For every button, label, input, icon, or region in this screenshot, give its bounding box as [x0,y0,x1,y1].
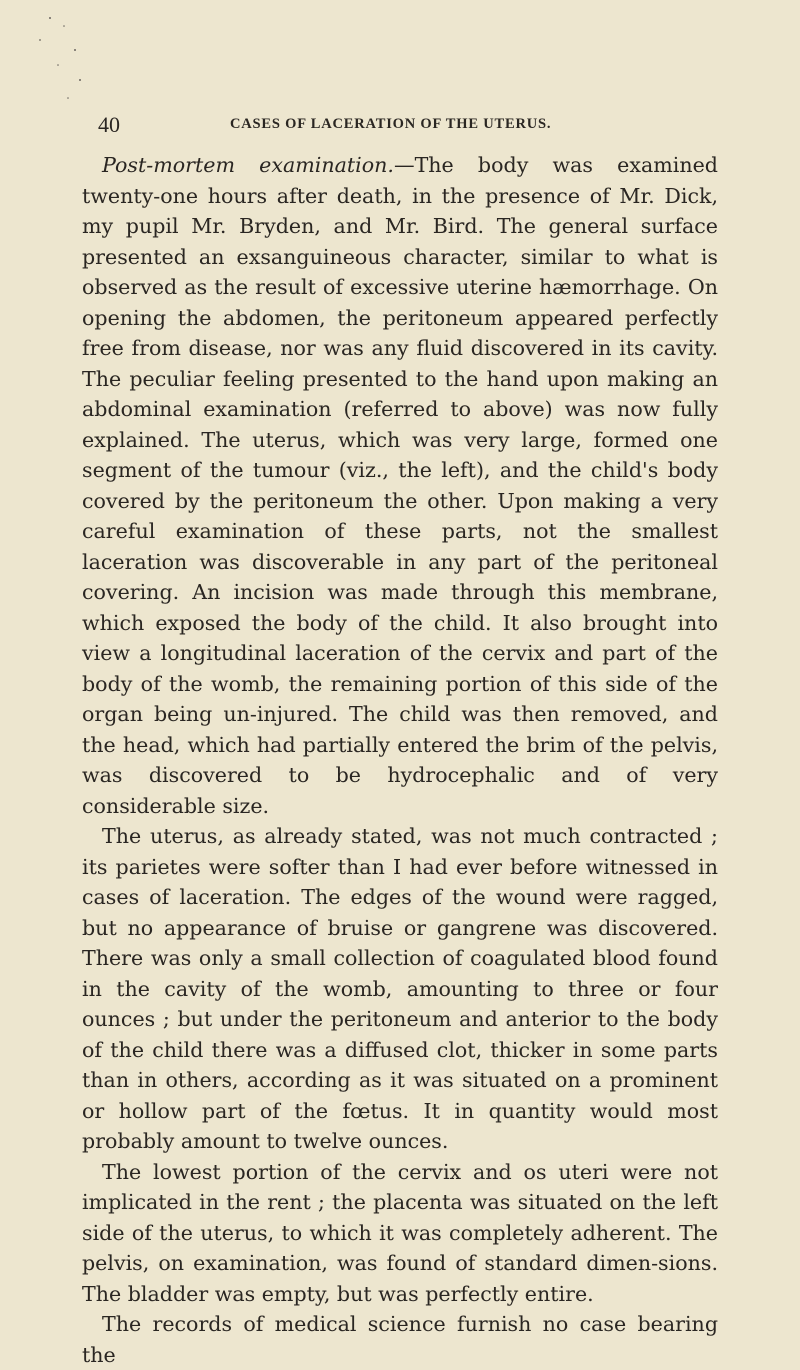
paragraph-uterus: The uterus, as already stated, was not much contracted ; its parietes were softer than I had ever before witnessed in cases of laceration. The edges of the wound were ragged, but no appearance of bruise or gangrene was discovered. There was only a small collection of coagulated blood found in the cavity of the womb, amounting to three or four ounces ; but under the peritoneum and anterior to the body of the child there was a diffused clot, thicker in some parts than in others, according as it was situated on a prominent or hollow part of the fœtus. It in quantity would most probably amount to twelve ounces. [82,824,718,1153]
body-text [82,150,718,1370]
paragraph-cervix: The lowest portion of the cervix and os uteri were not implicated in the rent ; the placenta was situated on the left side of the uterus, to which it was completely adherent. The pelvis, on examination, was found of standard dimen-sions. The bladder was empty, but was perfectly entire. [82,1159,718,1306]
page-number: 40 [98,112,120,137]
margin-ink-specks [20,10,90,120]
paragraph-lead: Post-mortem examination. [102,153,394,177]
paragraph-text: —The body was examined twenty-one hours after death, in the presence of Mr. Dick, my pupil Mr. Bryden, and Mr. Bird. The general surface presented an exsanguineous character, similar to what is observed as the result of excessive uterine hæmorrhage. On opening the abdomen, the peritoneum appeared perfectly free from disease, nor was any fluid discovered in its cavity. The peculiar feeling presented to the hand upon making an abdominal examination (referred to above) was now fully explained. The uterus, which was very large, formed one segment of the tumour (viz., the left), and the child's body covered by the peritoneum the other. Upon making a very careful examination of these parts, not the smallest laceration was discoverable in any part of the peritoneal covering. An incision was made through this membrane, which exposed the body of the child. It also brought into view a longitudinal laceration of the cervix and part of the body of the womb, the remaining portion of this side of the organ being un-injured. The child was then removed, and the head, which had partially entered the brim of the pelvis, was discovered to be hydrocephalic and of very considerable size. [82,153,718,818]
paragraph-records: The records of medical science furnish no case bearing the [82,1312,718,1367]
paragraph-post-mortem [82,150,718,821]
page-header [98,112,738,140]
running-head: CASES OF LACERATION OF THE UTERUS. [230,116,552,132]
